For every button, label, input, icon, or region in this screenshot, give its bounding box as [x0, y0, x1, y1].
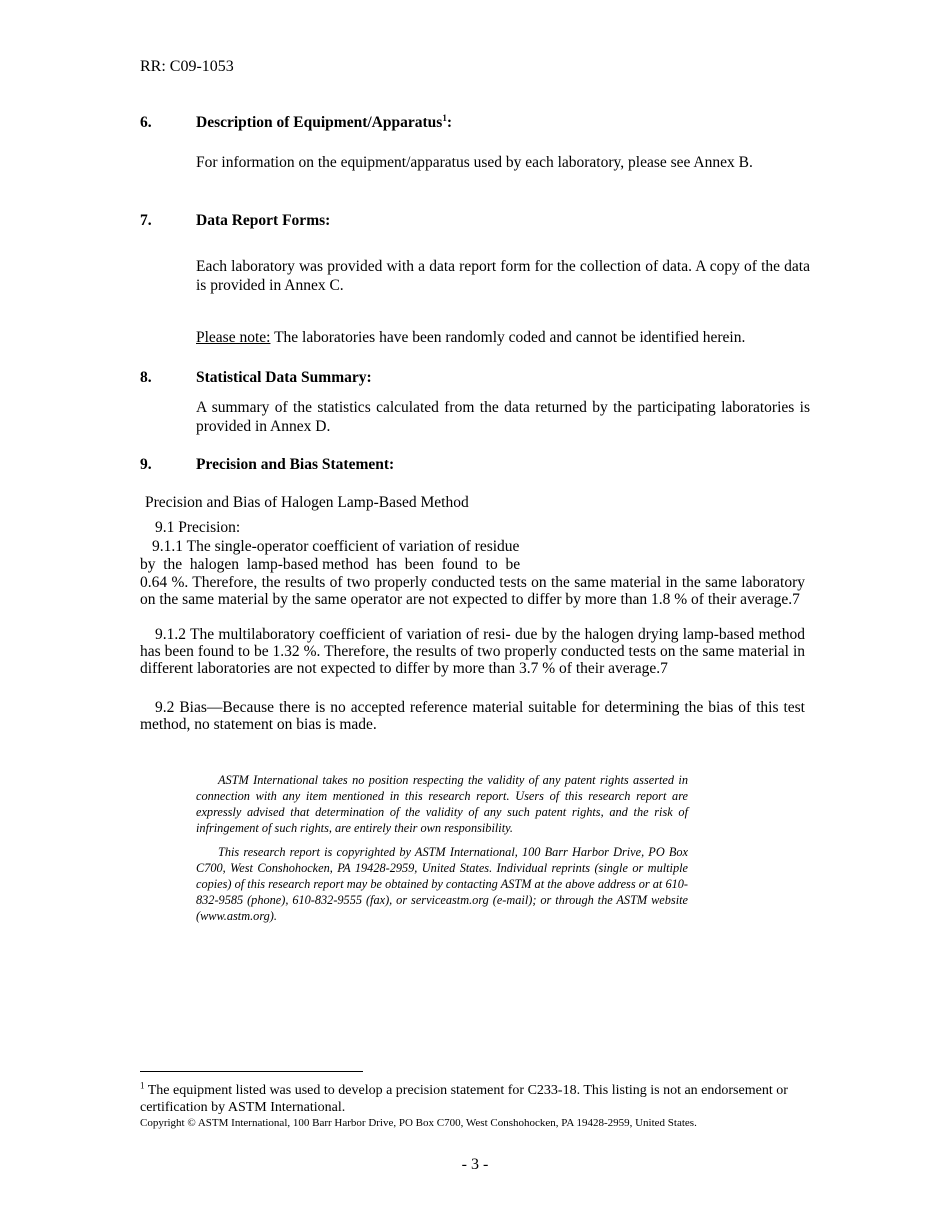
note-text: The laboratories have been randomly coded and cannot be identified herein.: [270, 329, 746, 346]
section-8-body: A summary of the statistics calculated from the data returned by the participating laboratories is provided in Annex D.: [196, 399, 810, 435]
section-8-number: 8.: [140, 369, 152, 386]
copyright-line: Copyright © ASTM International, 100 Barr Harbor Drive, PO Box C700, West Conshohocken, PA 19428-2959, United States.: [140, 1117, 697, 1129]
precision-9-1-2-body: 9.1.2 The multilaboratory coefficient of variation of resi- due by the halogen drying lamp-based method has been found to be 1.32 %. Therefore, the results of two properly conducted tests on the same material in different laboratories are not expected to differ by more than 3.7 % of their average.7: [140, 626, 805, 677]
note-label: Please note:: [196, 329, 271, 346]
precision-9-1-1-line1: 9.1.1 The single-operator coefficient of variation of residue: [152, 538, 520, 555]
section-6-title-colon: :: [446, 114, 452, 131]
footnote-separator: [140, 1071, 363, 1072]
section-6-title-text: Description of Equipment/Apparatus: [196, 114, 443, 131]
bias-9-2-body: 9.2 Bias—Because there is no accepted reference material suitable for determining the bias of this test method, no statement on bias is made.: [140, 699, 805, 733]
section-6-title: [196, 114, 452, 132]
patent-notice: ASTM International takes no position respecting the validity of any patent rights asserted in connection with any item mentioned in this research report. Users of this research report are expressly advised that determination of the validity of any such patent rights, and the risk of infringement of such rights, are entirely their own responsibility.: [196, 773, 688, 835]
section-7-body: Each laboratory was provided with a data report form for the collection of data. A copy of the data is provided in Annex C.: [196, 258, 810, 294]
precision-9-1-1-body: 0.64 %. Therefore, the results of two properly conducted tests on the same material in the same laboratory on the same material by the same operator are not expected to differ by more than 1.8 % of their average.7: [140, 574, 805, 608]
footnote-text: The equipment listed was used to develop a precision statement for C233-18. This listing is not an endorsement or certification by ASTM International.: [140, 1083, 788, 1115]
section-6-body: For information on the equipment/apparatus used by each laboratory, please see Annex B.: [196, 154, 753, 171]
section-6-number: 6.: [140, 114, 152, 131]
section-7-title: Data Report Forms:: [196, 212, 331, 229]
section-7-number: 7.: [140, 212, 152, 229]
footnote-1: [140, 1082, 790, 1116]
page-number: - 3 -: [461, 1156, 489, 1173]
precision-bias-heading: Precision and Bias of Halogen Lamp-Based Method: [145, 494, 469, 511]
footnote-ref-1[interactable]: 1: [442, 112, 447, 123]
footnote-marker: 1: [140, 1080, 145, 1091]
astm-notice: [196, 772, 688, 924]
section-7-note: [196, 328, 810, 347]
report-id-header: RR: C09-1053: [140, 58, 234, 75]
section-9-title: Precision and Bias Statement:: [196, 456, 395, 473]
section-8-title: Statistical Data Summary:: [196, 369, 372, 386]
precision-9-1-1-line2: by the halogen lamp-based method has been found to be: [140, 556, 521, 573]
copyright-notice: This research report is copyrighted by ASTM International, 100 Barr Harbor Drive, PO Box C700, West Conshohocken, PA 19428-2959, United States. Individual reprints (single or multiple copies) of this research report may be obtained by contacting ASTM at the above address or at 610-832-9585 (phone), 610-832-9555 (fax), or serviceastm.org (e-mail); or through the ASTM website (www.astm.org).: [196, 845, 688, 923]
section-9-number: 9.: [140, 456, 152, 473]
precision-heading: 9.1 Precision:: [155, 519, 241, 536]
